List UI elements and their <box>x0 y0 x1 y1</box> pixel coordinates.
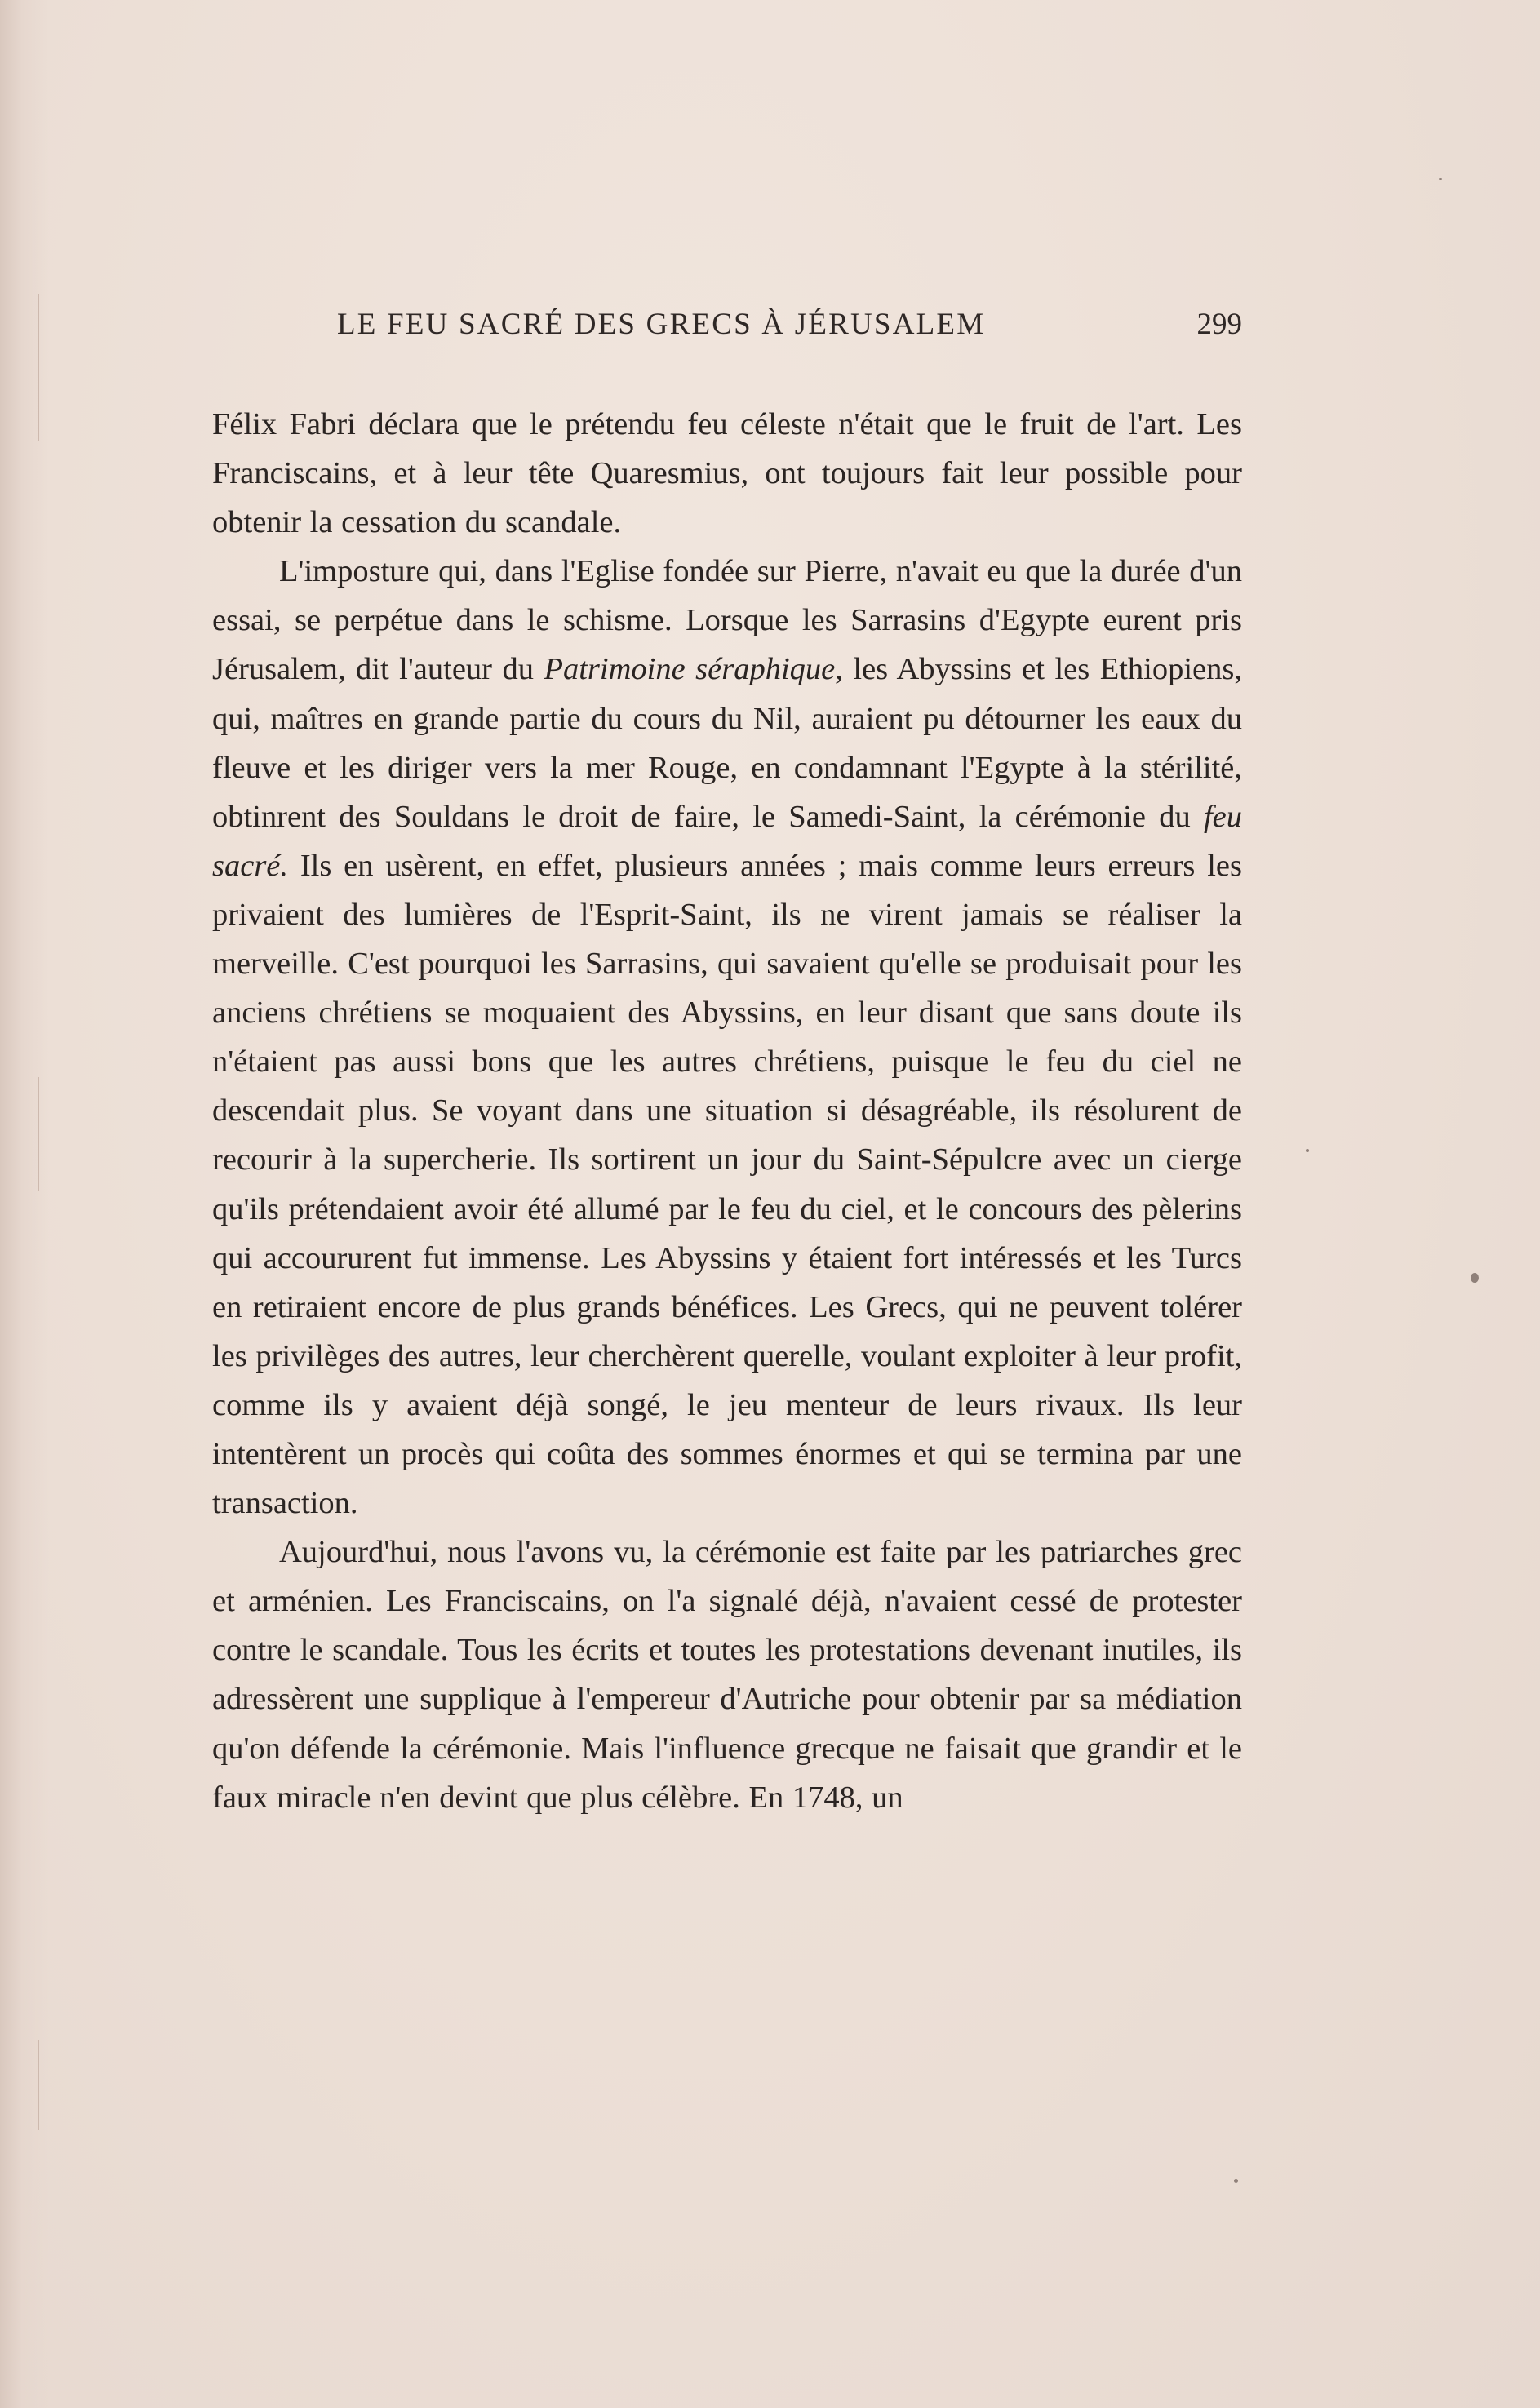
gutter-mark <box>38 294 39 441</box>
paragraph-2-text-end: Ils en usèrent, en effet, plusieurs années ; mais comme leurs erreurs les privaient des lumières de l'Esprit-Saint, ils ne virent jamais se réaliser la merveille. C'est pourquoi les Sarrasins, qui savaient qu'elle se produisait pour les anciens chrétiens se moquaient des Abyssins, en leur disant que sans doute ils n'étaient pas aussi bons que les autres chrétiens, puisque le feu du ciel ne descendait plus. Se voyant dans une situation si désagréable, ils résolurent de recourir à la supercherie. Ils sortirent un jour du Saint-Sépulcre avec un cierge qu'ils prétendaient avoir été allumé par le feu du ciel, et le concours des pèlerins qui accoururent fut immense. Les Abyssins y étaient fort intéressés et les Turcs en retiraient encore de plus grands bénéfices. Les Grecs, qui ne peuvent tolérer les privilèges des autres, leur cherchèrent querelle, voulant exploiter à leur profit, comme ils y avaient déjà songé, le jeu menteur de leurs rivaux. Ils leur intentèrent un procès qui coûta des sommes énormes et qui se termina par une transaction. <box>212 848 1242 1521</box>
paper-speck <box>1234 2179 1238 2183</box>
gutter-mark <box>38 2040 39 2130</box>
paper-speck <box>1439 178 1442 180</box>
italic-feu-sacre: feu sacré. <box>212 799 1242 883</box>
gutter-mark <box>38 1077 39 1191</box>
paragraph-2-text-start: L'imposture qui, dans l'Eglise fondée sur Pierre, n'avait eu que la durée d'un essai, se perpétue dans le schisme. Lorsque les Sarrasins d'Egypte eurent pris Jérusalem, dit l'auteur du <box>212 554 1242 687</box>
body-text <box>212 400 1242 1822</box>
paper-speck <box>1306 1149 1309 1152</box>
paragraph-1: Félix Fabri déclara que le prétendu feu céleste n'était que le fruit de l'art. Les Franciscains, et à leur tête Quaresmius, ont toujours fait leur possible pour obtenir la cessation du scandale. <box>212 407 1242 540</box>
page-header <box>212 307 1242 348</box>
paragraph-3: Aujourd'hui, nous l'avons vu, la cérémonie est faite par les patriarches grec et arménien. Les Franciscains, on l'a signalé déjà, n'avaient cessé de protester contre le scandale. Tous les écrits et toutes les protestations devenant inutiles, ils adressèrent une supplique à l'empereur d'Autriche pour obtenir par sa médiation qu'on défende la cérémonie. Mais l'influence grecque ne faisait que grandir et le faux miracle n'en devint que plus célèbre. En 1748, un <box>212 1535 1242 1815</box>
page-number: 299 <box>1196 308 1242 341</box>
running-title: LE FEU SACRÉ DES GRECS À JÉRUSALEM <box>337 308 986 341</box>
italic-title-patrimoine: Patrimoine séraphique, <box>544 652 843 687</box>
paper-speck <box>1471 1273 1479 1283</box>
paragraph-2-text-middle: les Abyssins et les Ethiopiens, qui, maîtres en grande partie du cours du Nil, auraient pu détourner les eaux du fleuve et les diriger vers la mer Rouge, en condamnant l'Egypte à la stérilité, obtinrent des Souldans le droit de faire, le Samedi-Saint, la cérémonie du <box>212 652 1243 834</box>
paragraph-2 <box>212 547 1242 1528</box>
binding-gutter-shadow <box>0 0 49 2408</box>
